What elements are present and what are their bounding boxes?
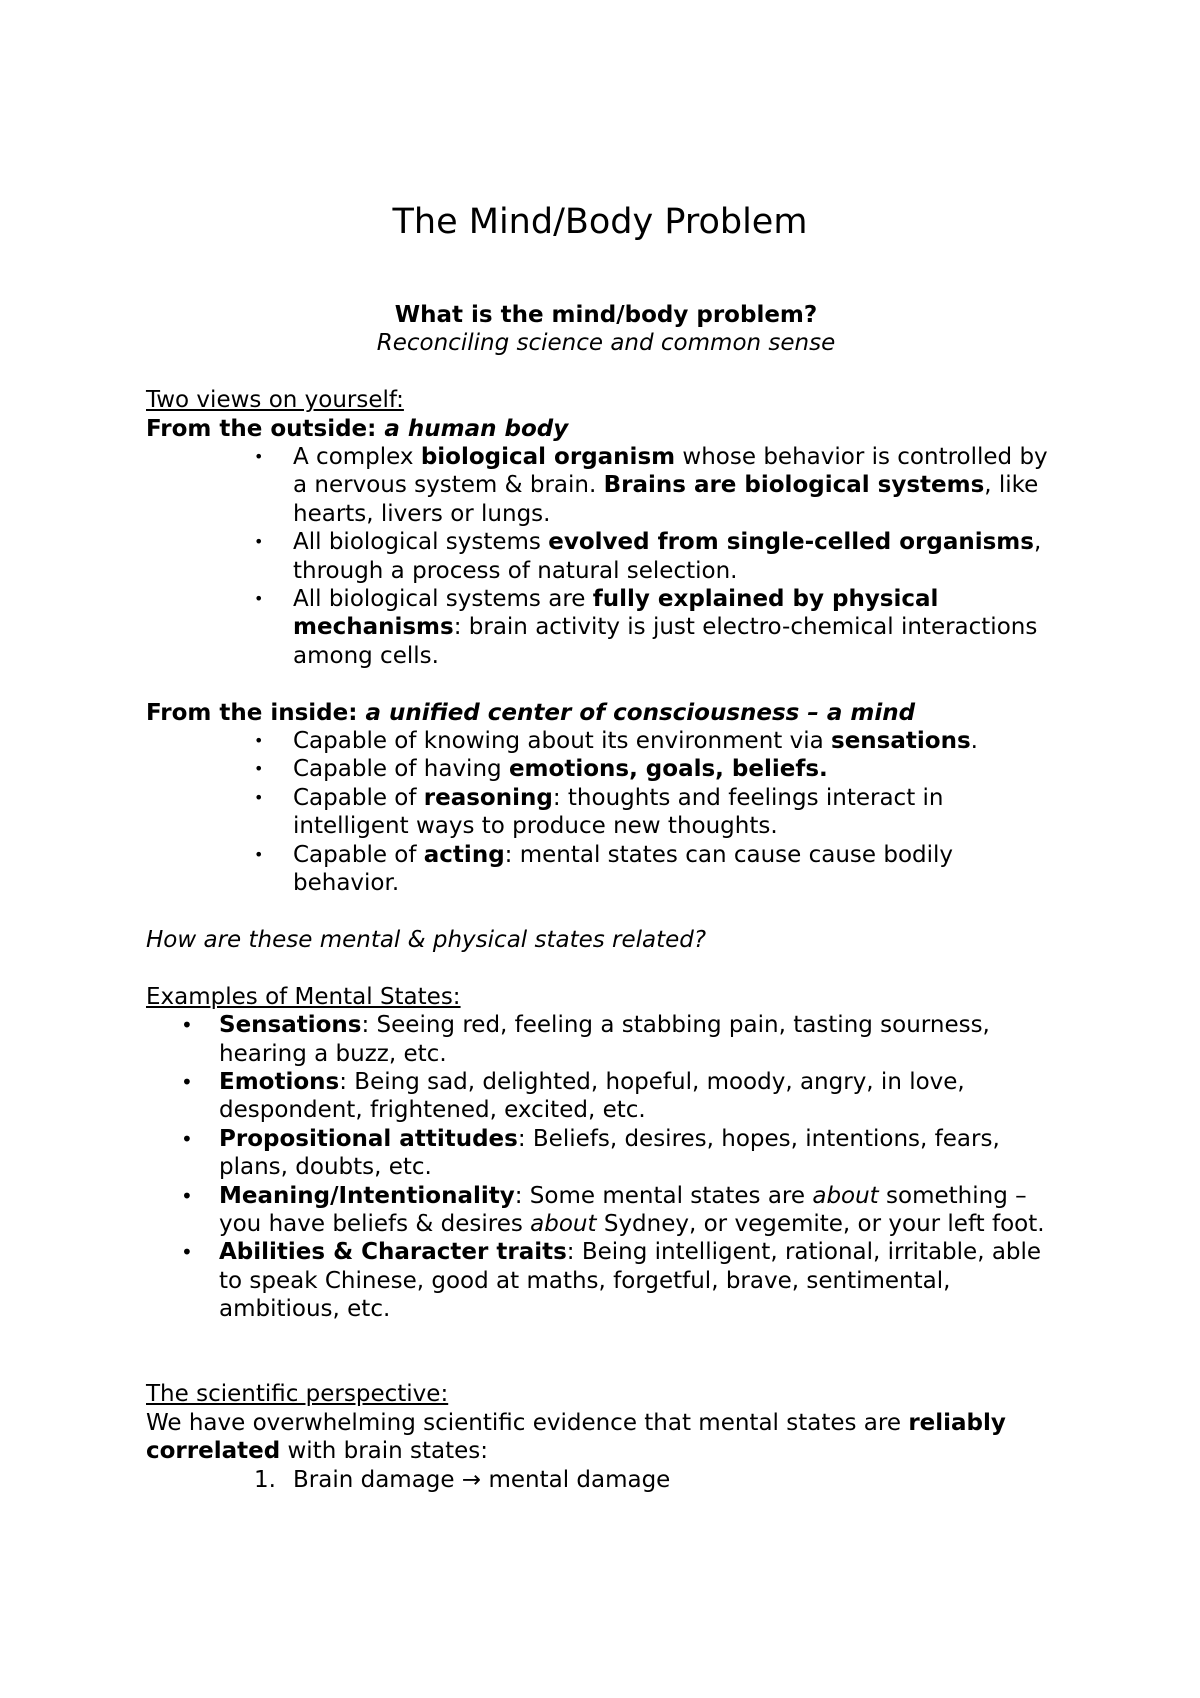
list-item [146, 727, 1066, 755]
list-item [146, 585, 1066, 670]
numbered-item [146, 1466, 1066, 1494]
spacer [146, 898, 1066, 926]
text-run: We have overwhelming scientific evidence that mental states are [146, 1409, 909, 1436]
bold-text: Abilities & Character traits [219, 1239, 567, 1266]
page-title: The Mind/Body Problem [392, 202, 808, 242]
text-run: : Some mental states are [514, 1182, 813, 1209]
inside-view-list [146, 727, 1066, 897]
bold-text: Propositional attitudes [219, 1125, 518, 1152]
text-run: with brain states: [280, 1438, 489, 1465]
text-run: : Beliefs, desires, hopes, intentions, fears, plans, doubts, etc. [219, 1125, 1000, 1181]
bold-text: Meaning/Intentionality [219, 1182, 515, 1209]
list-item [146, 841, 1066, 898]
italic-text: about [812, 1182, 879, 1209]
document-body [146, 301, 1066, 1494]
text-run: : mental states can cause cause bodily behavior. [293, 841, 954, 897]
spacer [146, 358, 1066, 386]
text-run: Capable of [293, 784, 424, 811]
bold-text: reliably correlated [146, 1409, 1006, 1465]
list-item [146, 1182, 1066, 1239]
text-run: : thoughts and feelings interact in intelligent ways to produce new thoughts. [293, 784, 944, 840]
bold-text: Brains are biological systems [603, 472, 985, 499]
list-item [146, 528, 1066, 585]
relation-question: How are these mental & physical states related? [146, 926, 707, 953]
bold-text: reasoning [423, 784, 553, 811]
two-views-heading: Two views on yourself: [146, 387, 404, 414]
examples-heading: Examples of Mental States: [146, 983, 461, 1010]
text-run: , through a process of natural selection. [293, 529, 1042, 584]
spacer [146, 954, 1066, 982]
list-item [146, 755, 1066, 783]
text-run: All biological systems [293, 529, 549, 556]
outside-view-list [146, 443, 1066, 670]
spacer [146, 670, 1066, 698]
bold-text: fully explained by physical mechanisms [293, 586, 939, 641]
section-subtitle: Reconciling science and common sense [376, 330, 836, 357]
text-run: something – you have beliefs & desires [219, 1182, 1027, 1237]
inside-view-heading [146, 699, 1066, 727]
text-run: A complex [293, 444, 421, 471]
list-item [146, 1238, 1066, 1323]
text-run: All biological systems are [293, 586, 593, 613]
text-run: Capable of [293, 841, 424, 868]
inside-view-label: From the inside: [146, 699, 366, 726]
outside-view-heading [146, 415, 1066, 443]
bold-text: Sensations [219, 1012, 362, 1039]
text-run: Capable of knowing about its environment via [293, 728, 832, 755]
text-run: Sydney, or vegemite, or your left foot. [596, 1210, 1045, 1237]
text-run: . [970, 728, 978, 755]
bold-text: biological organism [420, 444, 676, 471]
evidence-list [146, 1466, 1066, 1494]
outside-view-emphasis: a human body [384, 415, 569, 442]
item-number: 1. [254, 1466, 276, 1493]
text-run: : Being sad, delighted, hopeful, moody, angry, in love, despondent, frightened, excited, etc. [219, 1068, 965, 1124]
bold-text: Emotions [219, 1068, 340, 1095]
item-text: Brain damage → mental damage [293, 1466, 671, 1493]
section-question: What is the mind/body problem? [394, 302, 818, 328]
inside-view-emphasis: a unified center of consciousness – a mind [365, 699, 916, 726]
text-run: : brain activity is just electro-chemical interactions among cells. [293, 614, 1038, 669]
mental-states-list [146, 1011, 1066, 1323]
bold-text: evolved from single-celled organisms [548, 529, 1034, 556]
list-item [146, 1068, 1066, 1125]
text-run: whose behavior is controlled by a nervous system & brain. [293, 444, 1048, 499]
text-run: Capable of having [293, 756, 509, 783]
list-item [146, 443, 1066, 528]
bold-text: emotions, goals, beliefs. [508, 756, 828, 783]
scientific-heading: The scientific perspective: [146, 1381, 449, 1408]
text-run: : Being intelligent, rational, irritable, able to speak Chinese, good at maths, forgetful, brave, sentimental, ambitious, etc. [219, 1239, 1042, 1323]
text-run: , like hearts, livers or lungs. [293, 472, 1039, 527]
bold-text: sensations [831, 728, 971, 755]
italic-text: about [530, 1210, 597, 1237]
bold-text: acting [423, 841, 505, 868]
scientific-intro [146, 1409, 1066, 1466]
outside-view-label: From the outside: [146, 415, 385, 442]
text-run: : Seeing red, feeling a stabbing pain, tasting sourness, hearing a buzz, etc. [219, 1012, 990, 1067]
spacer [146, 1324, 1066, 1381]
list-item [146, 1125, 1066, 1182]
list-item [146, 1011, 1066, 1068]
list-item [146, 784, 1066, 841]
